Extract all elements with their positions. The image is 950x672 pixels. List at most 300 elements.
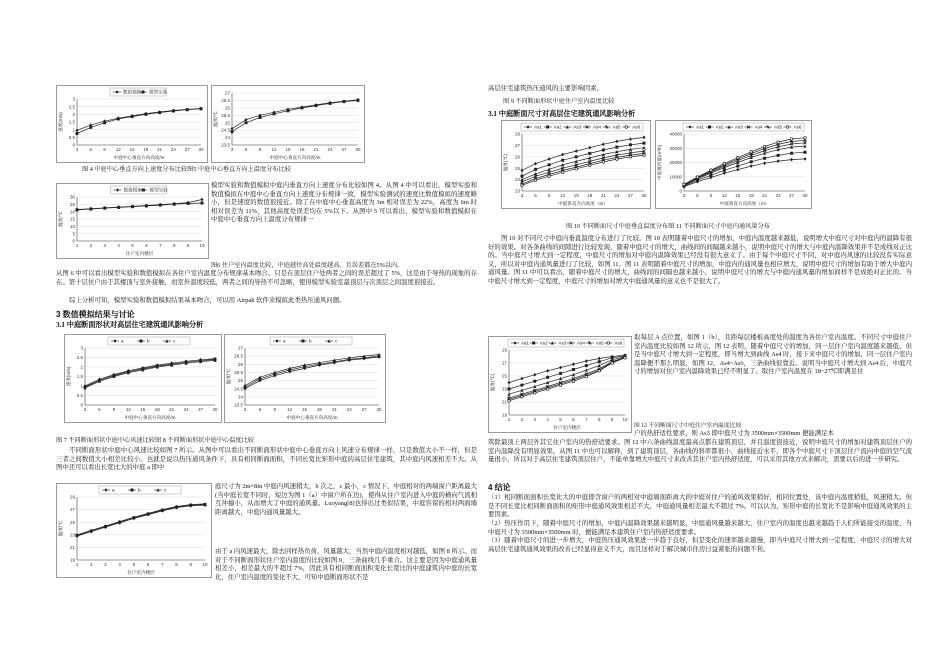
legend-label: As1	[521, 340, 529, 346]
y-tick-label: 30000	[669, 145, 682, 151]
y-tick-label: 26.5	[221, 98, 230, 104]
x-tick-label: 12	[125, 407, 131, 412]
x-tick-label: 3	[682, 193, 686, 198]
x-tick-label: 30	[376, 407, 382, 412]
conclusion-3: （3）随着中庭尺寸的进一步增大，中庭热压通风效果进一步趋于良好，但是变化的速率越来越慢，即当中庭尺寸增大到一定程度，中庭尺寸的增大对高层住宅建筑通风效果的改善已经显得意义不大，而且这样对于解决城市住房日益紧张的问题不利。	[488, 537, 912, 553]
data-point-As6	[624, 357, 627, 360]
x-tick-label: 9	[709, 193, 713, 198]
x-tick-label: 7	[159, 243, 162, 248]
fig4-fig5-caption: 图 4 中庭中心垂直方向上速度分布比较图5 中庭中心垂直方向上温度分布比较	[82, 166, 291, 173]
fig5-chart	[211, 85, 365, 163]
data-point-模型实验	[287, 109, 290, 112]
x-tick-label: 24	[346, 407, 352, 412]
data-point-模型实验	[117, 117, 120, 120]
legend-marker	[607, 342, 610, 345]
x-tick-label: 4	[546, 417, 549, 422]
data-point-As6	[559, 384, 562, 387]
data-point-模型实验	[103, 207, 106, 210]
fig7-plot	[65, 335, 221, 422]
x-tick-label: 21	[313, 147, 319, 152]
y-tick-label: 2	[80, 364, 83, 370]
y-tick-label: 20	[69, 209, 75, 215]
x-tick-label: 2	[89, 562, 93, 567]
fig11-chart	[655, 120, 812, 209]
data-point-As2	[588, 152, 591, 155]
x-tick-label: 30	[212, 407, 218, 412]
paragraph-shape-2: 庭尺寸为 2m×8m 中庭内风速稍大，b 次之，c 最小，c 情况下，中庭相对的两端窗户距离最大(当中庭长宽不同时，短边为图 1（a）中窗户所在边)，使得从住户室内进入中庭的横向气流相互冲撞小，从而增大了中庭的通风量。Luoyang[8]也得出过类似结果，中庭容留的相对两面墙距离越大，中庭内通风量越大。	[215, 483, 477, 516]
fig5-plot	[212, 86, 364, 162]
data-point-模型实验	[89, 208, 92, 211]
y-tick-label: 28	[514, 131, 520, 137]
x-tick-label: 5	[559, 417, 562, 422]
series-line-b	[77, 505, 205, 536]
x-tick-label: 6	[696, 193, 699, 198]
data-point-As2	[602, 148, 605, 151]
x-tick-label: 9	[103, 147, 106, 152]
x-tick-label: 27	[789, 193, 795, 198]
x-tick-label: 24	[327, 147, 333, 152]
data-point-As1	[546, 369, 549, 373]
legend-label: As1	[534, 124, 542, 130]
data-point-模型实验	[89, 126, 92, 129]
data-point-As1	[723, 171, 726, 175]
x-tick-label: 1	[75, 243, 79, 248]
data-point-模型实验	[158, 111, 161, 114]
series-line-As4	[509, 357, 625, 398]
data-point-As6	[533, 392, 536, 395]
data-point-模型实验	[186, 108, 189, 111]
legend-label: As2	[539, 340, 548, 346]
data-point-As2	[736, 165, 739, 168]
x-tick-label: 8	[175, 562, 178, 567]
data-point-As6	[696, 176, 699, 179]
data-point-As2	[629, 143, 632, 146]
x-tick-label: 1	[75, 562, 79, 567]
x-tick-label: 30	[355, 147, 361, 152]
data-point-模型实验	[173, 203, 176, 206]
data-point-As2	[777, 154, 780, 157]
y-tick-label: 0	[679, 188, 682, 194]
x-tick-label: 15	[302, 407, 308, 412]
x-tick-label: 6	[258, 407, 262, 412]
section-4-heading: 4 结论	[488, 483, 511, 492]
x-tick-label: 12	[287, 407, 293, 412]
y-tick-label: 40000	[669, 131, 682, 137]
data-point-As6	[616, 158, 619, 161]
series-line-a	[85, 359, 215, 386]
fig10-plot	[502, 121, 650, 208]
data-point-As2	[790, 152, 793, 155]
y-tick-label: 25	[69, 519, 75, 525]
x-tick-label: 15	[140, 407, 146, 412]
y-tick-label: 10	[69, 223, 75, 229]
x-tick-label: 21	[157, 147, 163, 152]
y-tick-label: 24	[237, 394, 243, 400]
y-axis-label: 温度/℃	[213, 111, 218, 127]
x-tick-label: 18	[587, 193, 593, 198]
x-axis-label: 中庭中心垂直方向高度/m	[286, 415, 338, 420]
x-tick-label: 9	[258, 147, 262, 152]
y-tick-label: 25	[501, 373, 507, 379]
x-tick-label: 8	[597, 417, 601, 422]
y-tick-label: 24.5	[234, 386, 243, 392]
y-tick-label: 27	[237, 345, 243, 351]
x-tick-label: 8	[172, 243, 176, 248]
x-tick-label: 9	[273, 407, 277, 412]
data-point-As1	[561, 153, 564, 157]
data-point-As6	[723, 162, 726, 165]
data-point-As6	[736, 156, 739, 159]
x-axis-label: 住户室内楼层	[125, 251, 154, 256]
data-point-As6	[777, 141, 780, 144]
y-tick-label: 27	[514, 143, 520, 148]
series-line-模型实验	[232, 100, 358, 131]
data-point-As6	[585, 375, 588, 378]
x-tick-label: 30	[802, 193, 808, 198]
legend-label: c	[164, 487, 167, 493]
y-tick-label: 0	[72, 142, 75, 148]
x-tick-label: 24	[170, 147, 176, 152]
x-tick-label: 3	[533, 417, 537, 422]
legend-label: As6	[793, 124, 802, 130]
data-point-模型实验	[343, 100, 346, 103]
data-point-As1	[790, 158, 793, 162]
x-tick-label: 10	[202, 562, 208, 567]
x-tick-label: 6	[146, 562, 150, 567]
data-point-As2	[548, 163, 551, 166]
legend-label: c	[173, 338, 176, 344]
data-point-As6	[561, 171, 564, 174]
x-tick-label: 10	[199, 243, 205, 248]
y-tick-label: 26.5	[234, 353, 243, 359]
y-tick-label: 1.5	[76, 374, 83, 380]
data-point-As6	[588, 164, 591, 167]
y-tick-label: 25.5	[221, 112, 230, 118]
data-point-As2	[533, 380, 536, 383]
x-tick-label: 24	[183, 407, 189, 412]
y-tick-label: 26	[514, 154, 520, 160]
legend-label: 数值模拟	[123, 187, 142, 193]
legend-marker	[302, 340, 305, 343]
x-tick-label: 10	[622, 417, 628, 422]
legend-label: 模型实验	[149, 187, 168, 193]
series-line-As1	[684, 159, 805, 187]
x-tick-label: 21	[762, 193, 768, 198]
y-tick-label: 0.5	[68, 134, 75, 140]
data-point-As2	[750, 160, 753, 163]
data-point-模型实验	[301, 106, 304, 109]
y-tick-label: 19	[69, 557, 75, 563]
conclusion-1: （1）相同断面面积长宽比大的中庭即含窗户的两相对中庭墙面距离大的中庭对住户的通风效果稍好，相同位置处，该中庭内温度稍低，风速稍大。但是不同长宽比相同断面面积的矩形中庭通风效果相差不大，中庭通风量相差最大不超过 7%。可以认为，矩形中庭的长宽比不是影响中庭通风效果的主要因素。	[488, 494, 912, 519]
y-tick-label: 26	[237, 361, 243, 367]
legend-label: a	[112, 487, 115, 493]
data-point-As6	[598, 370, 601, 373]
x-tick-label: 6	[89, 147, 93, 152]
series-line-数值模拟	[77, 109, 201, 131]
data-point-As6	[508, 399, 511, 402]
x-tick-label: 21	[600, 193, 606, 198]
x-axis-label: 中庭中心垂直方向高度/m	[113, 155, 165, 160]
data-point-模型实验	[329, 102, 332, 105]
x-tick-label: 3	[243, 407, 247, 412]
fig7-chart	[64, 334, 222, 423]
data-point-As6	[643, 154, 646, 157]
data-point-模型实验	[245, 121, 248, 124]
x-tick-label: 7	[161, 562, 164, 567]
data-point-As2	[804, 151, 807, 154]
data-point-模型实验	[273, 112, 276, 115]
x-tick-label: 15	[285, 147, 291, 152]
y-tick-label: 23	[514, 188, 520, 194]
x-tick-label: 4	[117, 243, 120, 248]
data-point-模型实验	[315, 104, 318, 107]
x-tick-label: 6	[534, 193, 537, 198]
fig7-fig8-caption: 图 7 不同断面形状中庭中心风速比较图 8 不同断面形状中庭中心温度比较	[56, 437, 254, 444]
x-tick-label: 12	[721, 193, 727, 198]
x-tick-label: 9	[186, 243, 190, 248]
legend-label: 数值模拟	[123, 89, 142, 95]
data-point-模型实验	[131, 205, 134, 208]
x-axis-label: 中庭垂直方向高度（m）	[719, 201, 770, 206]
data-point-As6	[534, 179, 537, 182]
legend-label: c	[335, 338, 338, 344]
y-tick-label: 2.5	[76, 355, 83, 361]
data-point-As2	[572, 368, 575, 371]
data-point-As1	[508, 381, 511, 385]
x-axis-label: 中庭中心垂直方向高度/m	[124, 415, 176, 420]
x-tick-label: 9	[547, 193, 551, 198]
fig12-plot	[489, 337, 631, 432]
x-tick-label: 27	[198, 407, 204, 412]
paragraph-top-right: 高层住宅建筑热压通风的主要影响因素。	[488, 85, 604, 92]
data-point-As6	[763, 145, 766, 148]
data-point-模型实验	[357, 99, 360, 102]
data-point-As1	[585, 359, 588, 363]
data-point-模型实验	[172, 109, 175, 112]
data-point-模型实验	[144, 113, 147, 116]
fig12-caption: 图 12 不同断面尺寸中庭住户室内温度比较	[634, 423, 742, 429]
paragraph-size-1: 图 10 对不同尺寸中庭内垂直温度分布进行了比较。图 10 表明随着中庭尺寸的增加，中庭内温度越来越低，说明增大中庭尺寸对中庭内的温降有很好的效果。对各条曲线的间隙进行比较发现，随着中庭尺寸的增大，曲线间的间隔越来越小，说明中庭尺寸的增大与中庭内温降效果并不是成线对正比的。当中庭尺寸增大到一定程度，中庭尺寸的增加对中庭内温降效果已经没有很大意义了。由于每个中庭尺寸不同，对中庭内风速的比较没有实际意义，所以对中庭内通风量进行了比较，如图 11。图 11 表明随着中庭尺寸的增加，中庭内的通风量也相应增大，说明中庭尺寸的增加有助于增大中庭内通风量。图 11 中可以看出，随着中庭尺寸的增大，曲线间的间隔也越来越小，说明中庭尺寸的增大与中庭内通风量的增加间样不是成绝对正比的。当中庭尺寸增大到一定程度，中庭尺寸的增加对增大中庭通风量的意义也不是很大了。	[488, 235, 912, 285]
data-point-As6	[611, 362, 614, 365]
legend-marker	[131, 489, 134, 492]
y-tick-label: 1	[80, 383, 83, 389]
y-axis-label: 温度(℃)	[503, 153, 508, 172]
x-tick-label: 2	[520, 417, 524, 422]
x-tick-label: 1	[507, 417, 511, 422]
x-tick-label: 24	[614, 193, 620, 198]
data-point-As1	[629, 137, 632, 141]
fig10-chart	[501, 120, 651, 209]
legend-label: As2	[715, 124, 724, 130]
data-point-As6	[602, 161, 605, 164]
y-tick-label: 26	[224, 105, 230, 111]
y-tick-label: 27	[69, 507, 75, 513]
data-point-数值模拟	[201, 198, 204, 202]
x-tick-label: 27	[341, 147, 347, 152]
data-point-As6	[804, 137, 807, 140]
legend-label: a	[121, 338, 124, 344]
y-tick-label: 29	[69, 494, 75, 500]
series-line-a	[245, 357, 379, 389]
x-tick-label: 18	[154, 407, 160, 412]
y-axis-label: 中庭通风量(m³/h)	[657, 144, 662, 181]
data-point-As6	[521, 396, 524, 399]
y-tick-label: 3	[72, 96, 75, 102]
series-line-As3	[684, 146, 805, 185]
paragraph-shape-3: 由于 a 内风速最大，除去同样热负荷，风量越大，当然中庭内温度相对越低，如图 8 所示。而对于不同断面形状住户室内温度的比较如图 9，三条曲线几乎重合。这主要是因为中庭通风量相差小，相差最大的不超过 7%，因此具有相同断面面积变化长宽比的中庭建筑内中庭的长宽比，住户室内温度的变化不大，可知中庭断面形状不是	[215, 548, 477, 581]
y-tick-label: 1	[72, 127, 75, 133]
y-tick-label: 0	[72, 238, 75, 244]
y-tick-label: 24.5	[221, 127, 230, 133]
data-point-As1	[598, 357, 601, 361]
data-point-As6	[710, 169, 713, 172]
data-point-As1	[520, 377, 523, 381]
x-tick-label: 21	[169, 407, 175, 412]
y-tick-label: 3	[80, 345, 83, 351]
legend-marker	[140, 340, 143, 343]
data-point-As6	[629, 156, 632, 159]
legend-label: As5	[774, 124, 782, 130]
data-point-As1	[559, 366, 562, 370]
data-point-As6	[548, 175, 551, 178]
legend-label: As3	[735, 124, 743, 130]
x-tick-label: 6	[145, 243, 148, 248]
data-point-模型实验	[187, 202, 190, 205]
y-tick-label: 25	[224, 120, 230, 126]
data-point-As1	[588, 146, 591, 150]
series-line-数值模拟	[232, 100, 358, 129]
series-line-As2	[509, 356, 625, 389]
data-point-As1	[521, 169, 524, 173]
data-point-As2	[546, 376, 549, 379]
legend-marker	[546, 126, 549, 129]
fig9-plot	[57, 484, 211, 577]
data-point-模型实验	[103, 121, 106, 124]
conclusion-2: （2）热压作用下，随着中庭尺寸的增加，中庭内温降效果越来越明显，中庭通风量越来越大，住户室内的温度也越来越趋于人们所能接受的温度，当中庭尺寸为 3500mm×3500mm 时，便能满足本建筑住户室内热舒适度要求。	[488, 520, 912, 536]
fig4-chart	[56, 85, 208, 163]
y-axis-label: 速度(m/s)	[58, 112, 63, 132]
legend-label: b	[147, 338, 150, 344]
data-point-As6	[683, 183, 686, 186]
legend-label: b	[138, 487, 141, 493]
fig8-chart	[224, 334, 386, 423]
series-line-b	[85, 359, 215, 387]
legend-label: As6	[614, 340, 623, 346]
legend-marker	[142, 91, 145, 94]
data-point-As2	[615, 146, 618, 149]
data-point-As1	[643, 136, 646, 140]
paragraph-fig6: 从图 6 中可以看出模型实验和数值模拟在各住户室内温度分布规律基本吻合。只是在顶层住户处两者之间的误差超过了 5%，这是由于导热的现象的存在。第十层住户由于其楼顶与室外接触，而室外温度较低，两者之间的导热不可忽略，使得模型实验室最顶层与次顶层之间温度很接近。	[56, 270, 477, 286]
legend-marker	[708, 126, 711, 129]
data-point-As2	[763, 157, 766, 160]
data-point-模型实验	[259, 116, 262, 119]
x-tick-label: 27	[184, 147, 190, 152]
y-axis-label: 温度/℃	[226, 368, 231, 385]
legend-label: As4	[754, 124, 763, 130]
x-tick-label: 30	[641, 193, 647, 198]
data-point-As2	[585, 364, 588, 367]
x-tick-label: 12	[115, 147, 121, 152]
legend-label: As5	[612, 124, 621, 130]
x-tick-label: 9	[189, 562, 193, 567]
legend-label: b	[309, 338, 312, 344]
y-axis-label: 速度(m/s)	[66, 366, 71, 387]
fig6-caption: 图6 住户室内温度比较，中庭越往高处温度越高。且误差都在5%以内。	[211, 262, 404, 269]
x-tick-label: 9	[610, 417, 614, 422]
y-axis-label: 温度/℃	[58, 211, 63, 227]
y-tick-label: 25	[237, 378, 243, 384]
x-tick-label: 2	[89, 243, 93, 248]
legend-label: 模型实验	[149, 89, 168, 95]
y-tick-label: 0.5	[76, 393, 83, 399]
data-point-As2	[559, 372, 562, 375]
data-point-As1	[750, 164, 753, 168]
data-point-As2	[534, 168, 537, 171]
fig8-plot	[225, 335, 385, 422]
x-tick-label: 18	[299, 147, 305, 152]
data-point-模型实验	[200, 107, 203, 110]
data-point-模型实验	[76, 208, 79, 211]
x-axis-label: 中庭中心垂直方向高度/m	[269, 155, 321, 160]
paragraph-size-2: 取每层 A 点位置，如图 1（b），且距每层楼板高度处的温度为各住户室内温度。不同尺寸中庭住户室内温度比较如图 12 所示，图 12 表明，随着中庭尺寸的增加，同一层住户室内温度越来越低，但是当中庭尺寸增大到一定程度，即当增大到曲线 As4 时，接下来中庭尺寸的增加，同一层住户室内温降便不那么明显，如图 12，As4~As6，三条曲线很靠近。说明当中庭尺寸增大到 As4 后，中庭尺寸的增加对住户室内温降效果已经不明显了。取住户室内温度在 18~27℃即满足住	[634, 334, 912, 376]
x-tick-label: 6	[572, 417, 575, 422]
y-tick-label: 0	[80, 402, 83, 408]
legend-label: a	[283, 338, 286, 344]
x-tick-label: 6	[98, 407, 101, 412]
data-point-As6	[575, 167, 578, 170]
fig9-caption: 图 9 不同断面形状中庭住户室内温度比较	[503, 98, 615, 105]
x-tick-label: 3	[83, 407, 87, 412]
data-point-As2	[508, 388, 511, 391]
y-tick-label: 21	[69, 545, 75, 550]
data-point-As1	[763, 161, 766, 165]
x-tick-label: 18	[143, 147, 149, 152]
fig9-chart	[56, 483, 212, 578]
y-tick-label: 23	[501, 386, 507, 392]
y-tick-label: 25	[514, 165, 520, 171]
paragraph-size-4: 筑除最顶上两层外其它住户室内的热舒适要求。图 12 中六条曲线温度最高点都在建筑顶层，并且温度很接近，说明中庭尺寸的增加对建筑顶层住户的室内温降没有明显效果。从图 11 中也可以解释，到了建筑顶层，各曲线的斜率都很小，曲线接近水平，即各个中庭尺寸下顶层住户流向中庭的空气流量很小，所以对于高层住宅建筑顶层住户，不能单靠增大中庭尺寸来改善其住户室内热舒适度，可以采用其他方式来解决，需要以后的进一步研究。	[488, 439, 912, 464]
x-tick-label: 27	[361, 407, 367, 412]
data-point-模型实验	[201, 202, 204, 205]
x-tick-label: 5	[132, 562, 136, 567]
legend-label: As4	[577, 340, 585, 346]
x-tick-label: 3	[75, 147, 79, 152]
x-tick-label: 30	[198, 147, 204, 152]
x-tick-label: 18	[316, 407, 322, 412]
series-line-As3	[509, 357, 625, 395]
fig12-chart	[488, 336, 632, 433]
y-tick-label: 10000	[669, 174, 682, 180]
x-axis-label: 中庭垂直方向高度（m）	[558, 201, 608, 206]
fig6-chart	[56, 183, 209, 259]
legend-marker	[532, 342, 535, 345]
data-point-As1	[534, 162, 537, 166]
y-tick-label: 24	[224, 135, 230, 141]
x-tick-label: 15	[735, 193, 741, 198]
y-tick-label: 25.5	[234, 370, 243, 376]
data-point-As2	[575, 155, 578, 158]
section-3-1-heading: 3.1 中庭断面形状对高层住宅建筑通风影响分析	[56, 321, 204, 329]
y-tick-label: 1.5	[68, 119, 75, 125]
data-point-As2	[521, 175, 524, 178]
legend-label: As6	[632, 124, 641, 130]
data-point-As2	[598, 360, 601, 363]
x-tick-label: 6	[244, 147, 248, 152]
x-tick-label: 9	[112, 407, 116, 412]
data-point-As6	[572, 380, 575, 383]
data-point-As1	[804, 157, 807, 161]
data-point-As6	[750, 151, 753, 154]
